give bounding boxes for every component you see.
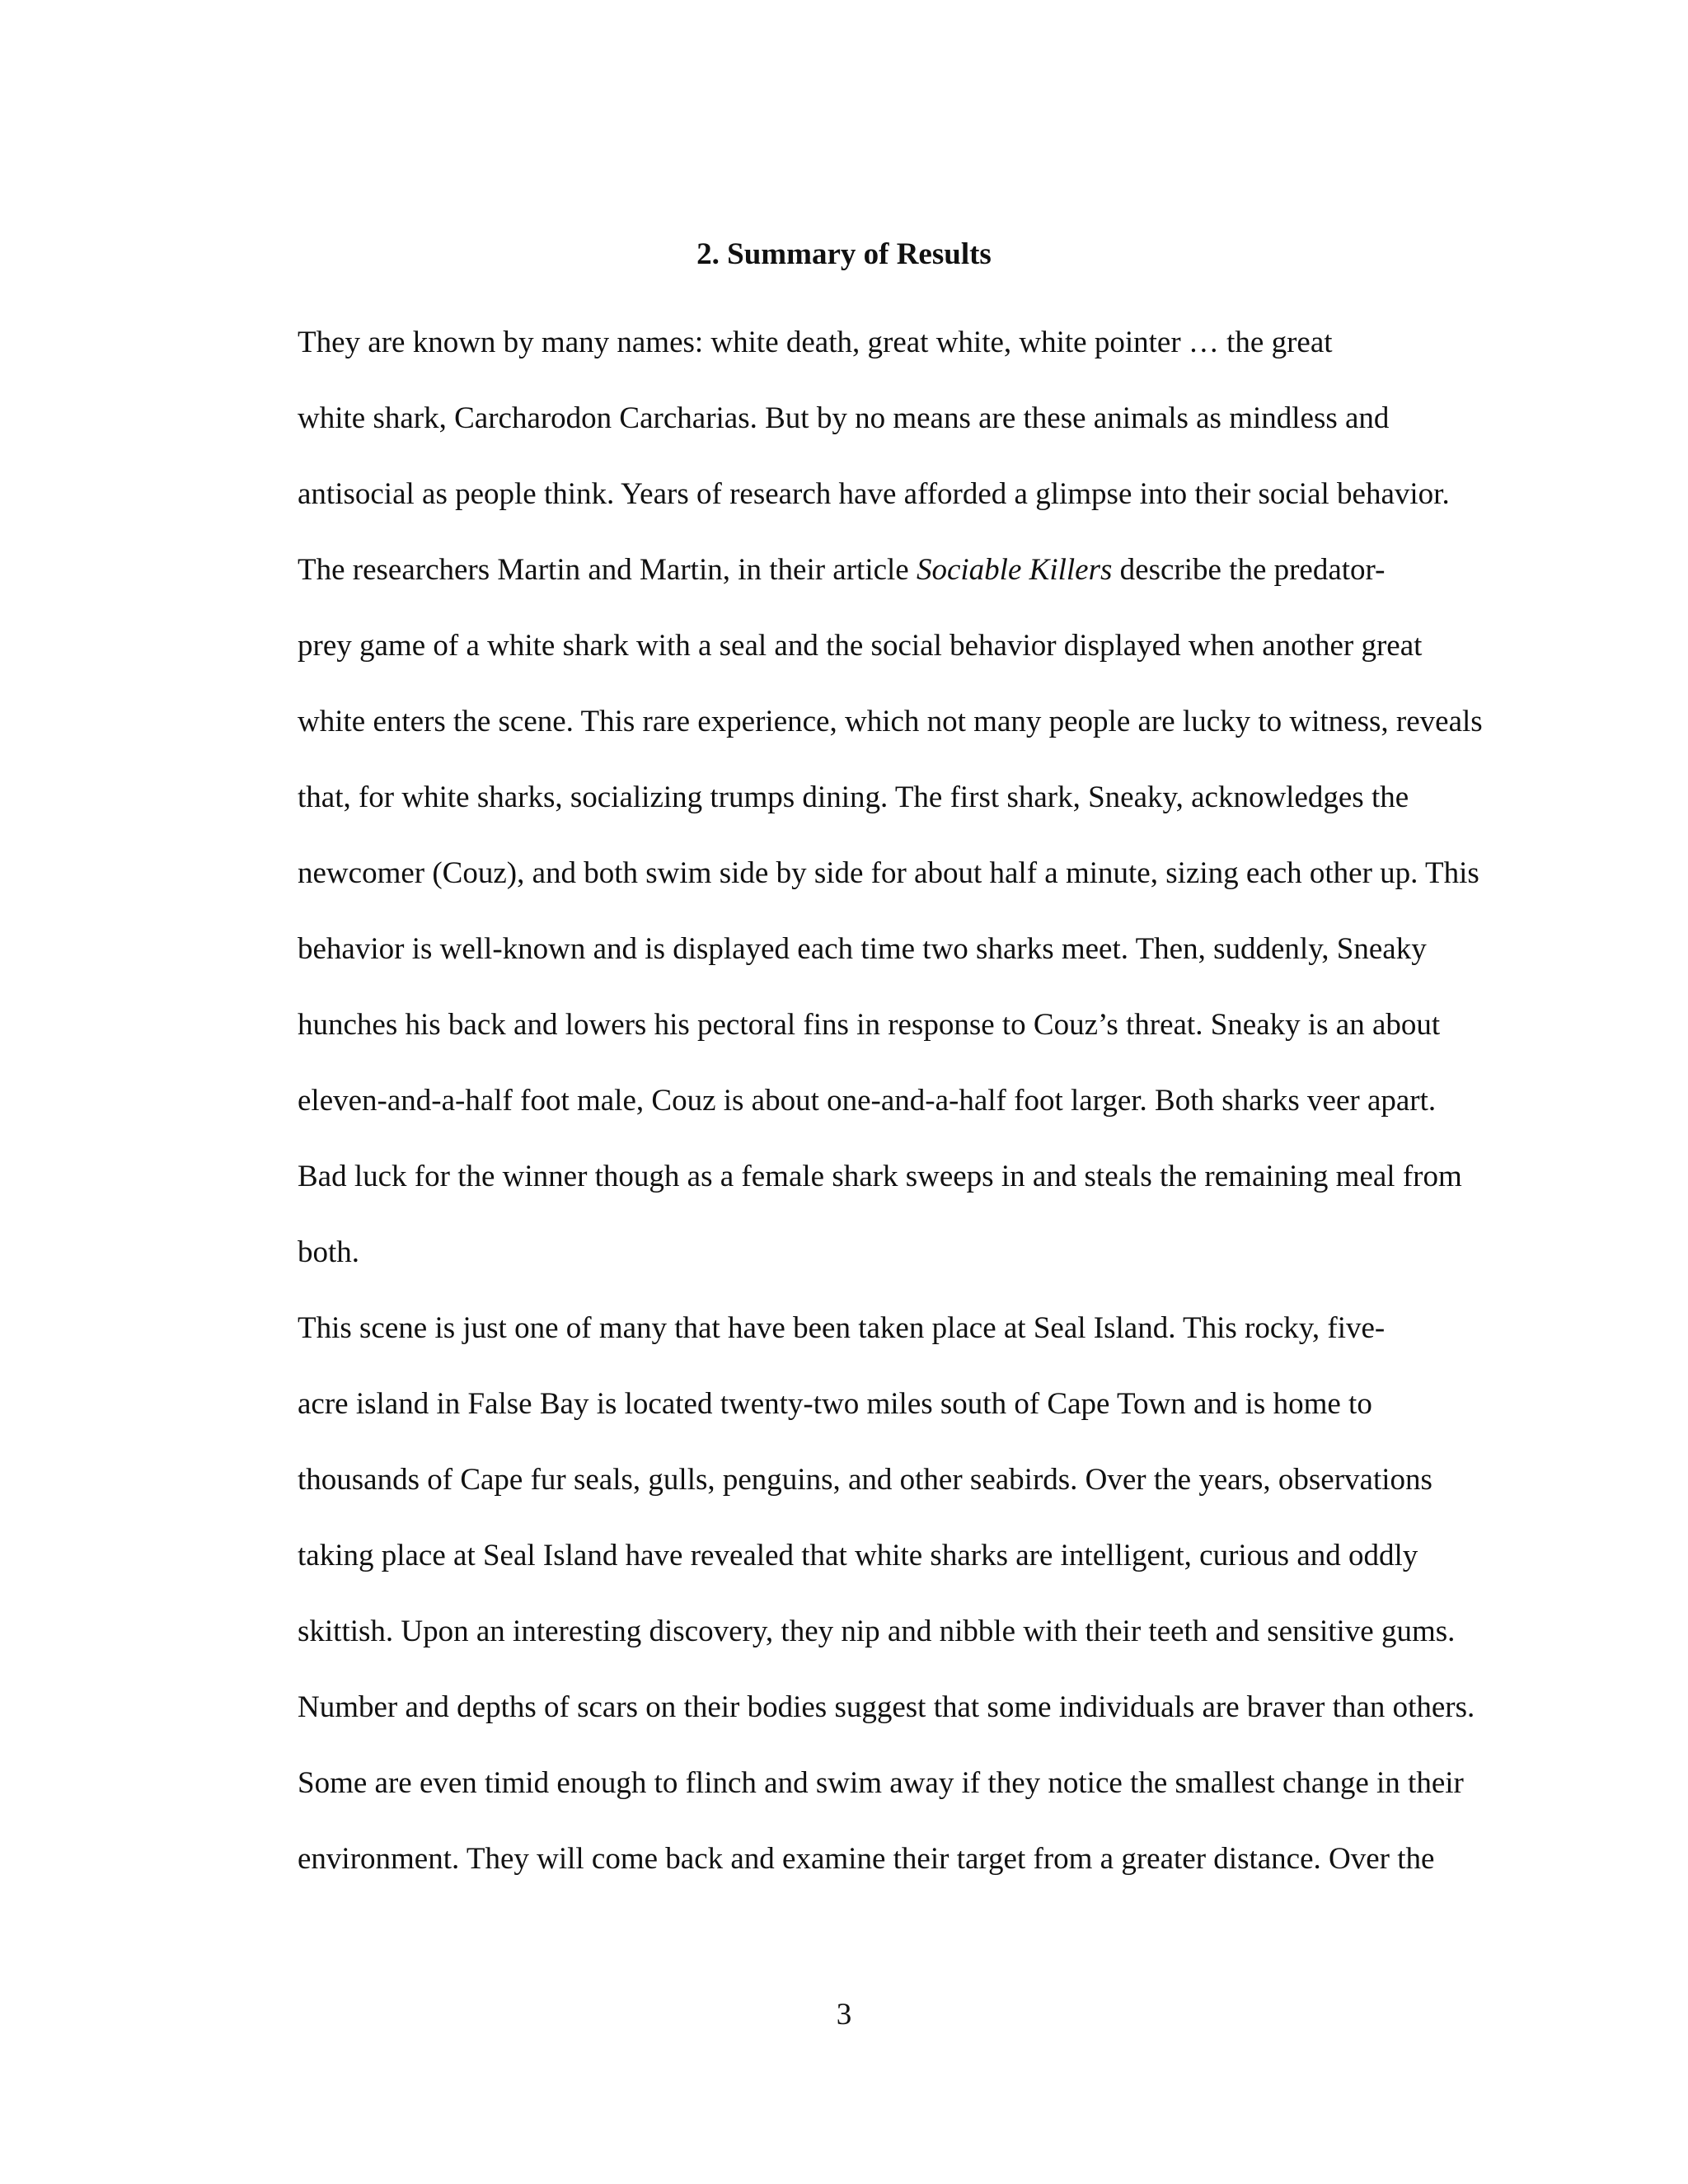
paragraph-line: white shark, Carcharodon Carcharias. But by no means are these animals as mindless and <box>298 401 1390 435</box>
paragraph-line: Some are even timid enough to flinch and swim away if they notice the smallest change in their <box>298 1766 1464 1800</box>
paragraph-line <box>198 532 1484 608</box>
body-text <box>198 305 1484 1897</box>
paragraph-3 <box>198 1291 1484 1897</box>
paragraph-line: eleven-and-a-half foot male, Couz is about one-and-a-half foot larger. Both sharks veer apart. <box>298 1084 1437 1118</box>
paragraph-line: newcomer (Couz), and both swim side by side for about half a minute, sizing each other up. This <box>298 856 1479 890</box>
paragraph-line: This scene is just one of many that have been taken place at Seal Island. This rocky, five- <box>298 1311 1386 1345</box>
paragraph-line: Number and depths of scars on their bodies suggest that some individuals are braver than others. <box>298 1690 1475 1724</box>
paragraph-2 <box>198 532 1484 1291</box>
paragraph-line: taking place at Seal Island have revealed that white sharks are intelligent, curious and oddly <box>298 1539 1418 1572</box>
paragraph-line: Bad luck for the winner though as a female shark sweeps in and steals the remaining meal from <box>298 1160 1462 1193</box>
paragraph-1 <box>198 305 1484 532</box>
paragraph-line: behavior is well-known and is displayed each time two sharks meet. Then, suddenly, Sneaky <box>298 932 1427 966</box>
line-text: describe the predator- <box>1112 553 1386 587</box>
paragraph-line: hunches his back and lowers his pectoral fins in response to Couz’s threat. Sneaky is an about <box>298 1008 1441 1042</box>
paragraph-line: environment. They will come back and examine their target from a greater distance. Over the <box>298 1842 1435 1876</box>
paragraph-line: acre island in False Bay is located twenty-two miles south of Cape Town and is home to <box>298 1387 1372 1421</box>
paragraph-line: both. <box>298 1235 360 1269</box>
paragraph-line: thousands of Cape fur seals, gulls, penguins, and other seabirds. Over the years, observations <box>298 1463 1432 1497</box>
paragraph-line: that, for white sharks, socializing trumps dining. The first shark, Sneaky, acknowledges the <box>298 780 1409 814</box>
article-title: Sociable Killers <box>916 553 1113 587</box>
section-heading: 2. Summary of Results <box>696 237 992 271</box>
paragraph-line: white enters the scene. This rare experience, which not many people are lucky to witness, reveals <box>298 705 1483 738</box>
paragraph-line: prey game of a white shark with a seal and the social behavior displayed when another great <box>298 629 1423 663</box>
line-text: The researchers Martin and Martin, in their article <box>298 553 917 587</box>
page-number: 3 <box>836 1998 852 2032</box>
paragraph-line: antisocial as people think. Years of research have afforded a glimpse into their social behavior. <box>298 477 1450 511</box>
paragraph-line: skittish. Upon an interesting discovery, they nip and nibble with their teeth and sensitive gums. <box>298 1615 1456 1648</box>
paragraph-line: They are known by many names: white death, great white, white pointer … the great <box>298 326 1333 359</box>
